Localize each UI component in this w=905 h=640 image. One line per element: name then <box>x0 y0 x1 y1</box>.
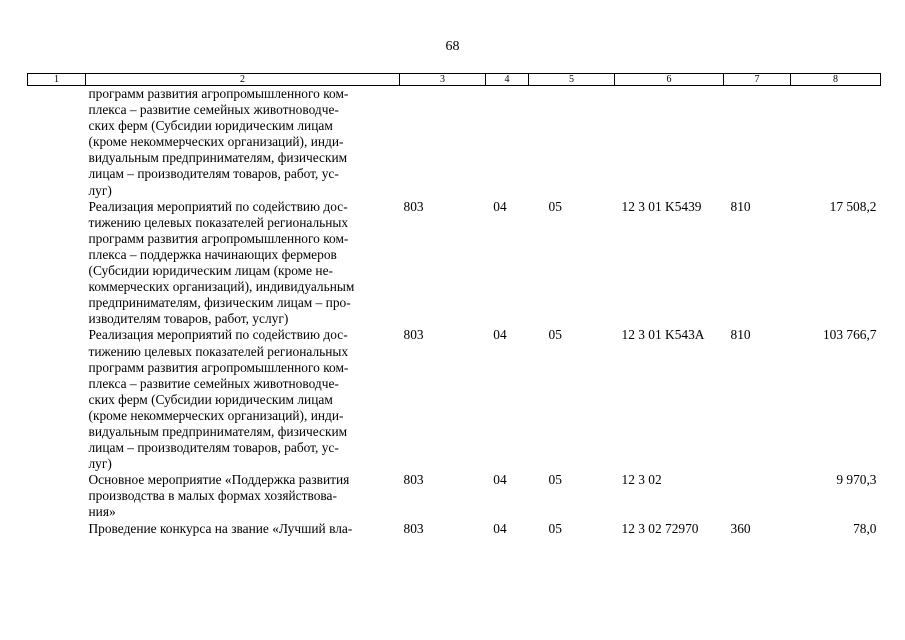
amount-cell <box>791 86 881 199</box>
target-article-cell: 12 3 01 K5439 <box>621 198 702 214</box>
column-number: 8 <box>791 74 881 86</box>
section-code-cell: 04 <box>493 327 507 343</box>
table-row <box>28 86 881 199</box>
subsection-code-cell: 05 <box>548 472 562 488</box>
description-line: лицам – производителям товаров, работ, ус- <box>88 166 339 182</box>
column-number: 1 <box>28 74 86 86</box>
column-number: 3 <box>400 74 486 86</box>
expense-type-cell <box>724 86 791 199</box>
description-line: плекса – поддержка начинающих фермеров <box>88 246 337 262</box>
expense-type-cell <box>724 472 791 520</box>
description-cell <box>86 199 400 328</box>
ministry-code-cell: 803 <box>403 472 424 488</box>
amount-cell: 9 970,3 <box>836 472 877 488</box>
row-index-cell <box>28 86 86 199</box>
description-line: производства в малых формах хозяйствова- <box>88 488 337 504</box>
column-number: 7 <box>724 74 791 86</box>
description-cell <box>86 521 400 537</box>
description-line: видуальным предпринимателям, физическим <box>88 423 348 439</box>
description-line: плекса – развитие семейных животноводче- <box>88 102 339 118</box>
description-line: видуальным предпринимателям, физическим <box>88 150 348 166</box>
expense-type-cell: 810 <box>730 327 751 343</box>
column-number: 4 <box>486 74 529 86</box>
ministry-code-cell: 803 <box>403 198 424 214</box>
expense-type-cell: 360 <box>730 520 751 536</box>
column-number: 2 <box>86 74 400 86</box>
description-line: (кроме некоммерческих организаций), инди- <box>88 407 344 423</box>
ministry-code-cell <box>400 86 486 199</box>
amount-cell: 17 508,2 <box>829 198 877 214</box>
description-line: изводителям товаров, работ, услуг) <box>88 311 289 327</box>
table-body <box>28 86 881 537</box>
amount-cell: 103 766,7 <box>822 327 877 343</box>
description-line: коммерческих организаций), индивидуальным <box>88 279 355 295</box>
description-line: лицам – производителям товаров, работ, ус- <box>88 440 339 456</box>
description-line: ния» <box>88 504 116 520</box>
row-index-cell <box>28 472 86 520</box>
description-line: тижению целевых показателей региональных <box>88 214 349 230</box>
ministry-code-cell: 803 <box>403 520 424 536</box>
description-cell <box>86 86 400 199</box>
table-row <box>28 521 881 537</box>
description-line: программ развития агропромышленного ком- <box>88 359 349 375</box>
target-article-cell: 12 3 02 <box>621 472 662 488</box>
description-cell <box>86 472 400 520</box>
description-line: плекса – развитие семейных животноводче- <box>88 375 339 391</box>
table-header <box>28 74 881 86</box>
description-cell <box>86 327 400 472</box>
table-row <box>28 327 881 472</box>
description-line: тижению целевых показателей региональных <box>88 343 349 359</box>
description-line: луг) <box>88 182 112 198</box>
description-line: программ развития агропромышленного ком- <box>88 230 349 246</box>
description-line: луг) <box>88 456 112 472</box>
description-line: Проведение конкурса на звание «Лучший вла- <box>88 520 353 536</box>
row-index-cell <box>28 521 86 537</box>
column-number: 5 <box>529 74 615 86</box>
page-number: 68 <box>445 39 460 54</box>
subsection-code-cell: 05 <box>548 198 562 214</box>
section-code-cell: 04 <box>493 198 507 214</box>
column-number: 6 <box>615 74 724 86</box>
table-row <box>28 199 881 328</box>
row-index-cell <box>28 199 86 328</box>
subsection-code-cell: 05 <box>548 520 562 536</box>
description-line: (Субсидии юридическим лицам (кроме не- <box>88 263 333 279</box>
column-number-row <box>28 74 881 86</box>
description-line: Реализация мероприятий по содействию дос- <box>88 198 348 214</box>
expense-type-cell: 810 <box>730 198 751 214</box>
section-code-cell: 04 <box>493 520 507 536</box>
target-article-cell <box>615 86 724 199</box>
subsection-code-cell <box>529 86 615 199</box>
row-index-cell <box>28 327 86 472</box>
description-line: Основное мероприятие «Поддержка развития <box>88 472 350 488</box>
description-line: ских ферм (Субсидии юридическим лицам <box>88 391 333 407</box>
description-line: ских ферм (Субсидии юридическим лицам <box>88 118 333 134</box>
table-row <box>28 472 881 520</box>
ministry-code-cell: 803 <box>403 327 424 343</box>
section-code-cell <box>486 86 529 199</box>
description-line: программ развития агропромышленного ком- <box>88 86 349 101</box>
description-line: (кроме некоммерческих организаций), инди- <box>88 134 344 150</box>
subsection-code-cell: 05 <box>548 327 562 343</box>
description-line: Реализация мероприятий по содействию дос- <box>88 327 348 343</box>
target-article-cell: 12 3 02 72970 <box>621 520 699 536</box>
budget-table <box>27 73 881 537</box>
target-article-cell: 12 3 01 K543A <box>621 327 705 343</box>
amount-cell: 78,0 <box>853 520 877 536</box>
section-code-cell: 04 <box>493 472 507 488</box>
description-line: предпринимателям, физическим лицам – про- <box>88 295 351 311</box>
